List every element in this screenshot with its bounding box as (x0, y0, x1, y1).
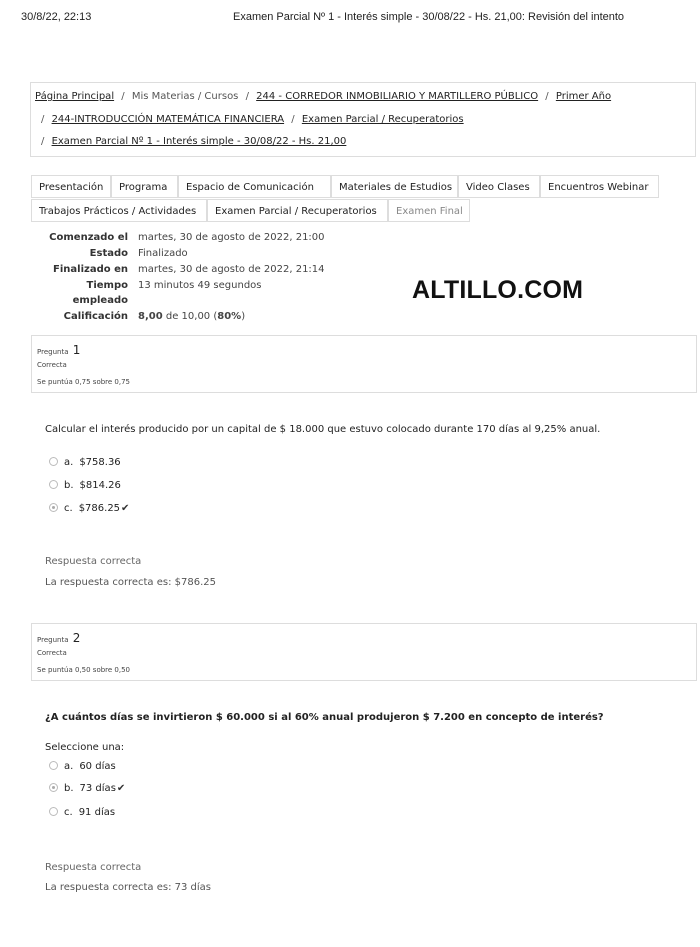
radio-button-checked[interactable] (49, 503, 58, 512)
radio-button[interactable] (49, 761, 58, 770)
question-grade: Se puntúa 0,75 sobre 0,75 (37, 378, 131, 386)
time-value: 13 minutos 49 segundos (138, 280, 262, 291)
answer-option[interactable] (49, 761, 116, 775)
question-info (31, 623, 697, 681)
right-answer-text: La respuesta correcta es: 73 días (45, 882, 212, 893)
tab-materiales-estudios[interactable]: Materiales de Estudios (331, 175, 458, 198)
option-letter: c. (64, 503, 73, 514)
state-value: Finalizado (138, 248, 188, 259)
feedback-text: Respuesta correcta (45, 556, 142, 567)
option-letter: c. (64, 807, 73, 818)
answer-option[interactable] (49, 807, 115, 821)
option-text: 60 días (79, 761, 116, 772)
radio-button[interactable] (49, 457, 58, 466)
grade-percent: 80% (217, 311, 242, 322)
breadcrumb-my-courses: Mis Materias / Cursos (131, 91, 239, 102)
time-label: Tiempo (86, 280, 128, 291)
time-label-2: empleado (72, 295, 128, 306)
answer-option[interactable] (49, 480, 121, 494)
print-header (0, 11, 700, 27)
started-label: Comenzado el (49, 232, 128, 243)
breadcrumb-separator: / (121, 91, 125, 102)
correct-check-icon: ✔ (121, 503, 130, 514)
tab-trabajos-practicos[interactable]: Trabajos Prácticos / Actividades (31, 199, 207, 222)
tab-video-clases[interactable]: Video Clases (458, 175, 540, 198)
radio-button[interactable] (49, 480, 58, 489)
watermark-logo: ALTILLO.COM (412, 276, 584, 304)
grade-label: Calificación (63, 311, 128, 322)
option-text: 91 días (78, 807, 116, 818)
breadcrumb-separator: / (545, 91, 549, 102)
breadcrumb-quiz-link[interactable]: Examen Parcial Nº 1 - Interés simple - 30/08/22 - Hs. 21,00 (51, 136, 347, 147)
option-letter: a. (64, 761, 74, 772)
started-value: martes, 30 de agosto de 2022, 21:00 (138, 232, 325, 243)
tab-presentacion[interactable]: Presentación (31, 175, 111, 198)
option-text: $786.25 (78, 503, 121, 514)
breadcrumb-separator: / (245, 91, 249, 102)
breadcrumb-line-3 (35, 136, 346, 147)
breadcrumb-year-link[interactable]: Primer Año (555, 91, 612, 102)
question-label: Pregunta (37, 348, 69, 356)
finished-value: martes, 30 de agosto de 2022, 21:14 (138, 264, 325, 275)
breadcrumb-line-2 (35, 114, 464, 125)
grade-score: 8,00 (138, 311, 163, 322)
question-text: Calcular el interés producido por un capital de $ 18.000 que estuvo colocado durante 170 días al 9,25% anual. (45, 424, 601, 435)
grade-total: de 10,00 ( (162, 311, 218, 322)
select-one-label: Seleccione una: (45, 742, 125, 753)
option-letter: a. (64, 457, 74, 468)
right-answer-text: La respuesta correcta es: $786.25 (45, 577, 216, 588)
radio-button[interactable] (49, 807, 58, 816)
question-number (37, 343, 80, 357)
option-letter: b. (64, 783, 74, 794)
grade-close: ) (241, 311, 246, 322)
breadcrumb (30, 82, 696, 157)
tab-espacio-comunicacion[interactable]: Espacio de Comunicación (178, 175, 331, 198)
print-date: 30/8/22, 22:13 (21, 11, 92, 23)
option-letter: b. (64, 480, 74, 491)
finished-label: Finalizado en (53, 264, 128, 275)
print-title: Examen Parcial Nº 1 - Interés simple - 30/08/22 - Hs. 21,00: Revisión del intento (233, 11, 625, 23)
grade-value (138, 311, 245, 322)
breadcrumb-section-link[interactable]: Examen Parcial / Recuperatorios (301, 114, 464, 125)
breadcrumb-line-1 (35, 91, 611, 102)
breadcrumb-career-link[interactable]: 244 - CORREDOR INMOBILIARIO Y MARTILLERO PÚBLICO (256, 91, 539, 102)
tab-programa[interactable]: Programa (111, 175, 178, 198)
breadcrumb-separator: / (41, 114, 45, 125)
breadcrumb-course-link[interactable]: 244-INTRODUCCIÓN MATEMÁTICA FINANCIERA (51, 114, 285, 125)
radio-button-checked[interactable] (49, 783, 58, 792)
answer-option-selected[interactable] (49, 503, 129, 517)
question-state: Correcta (37, 361, 67, 369)
option-text: $758.36 (79, 457, 121, 468)
answer-option-selected[interactable] (49, 783, 125, 797)
question-state: Correcta (37, 649, 67, 657)
option-text: 73 días (79, 783, 116, 794)
breadcrumb-separator: / (291, 114, 295, 125)
feedback-text: Respuesta correcta (45, 862, 142, 873)
question-grade: Se puntúa 0,50 sobre 0,50 (37, 666, 131, 674)
breadcrumb-home-link[interactable]: Página Principal (35, 91, 115, 102)
state-label: Estado (89, 248, 128, 259)
breadcrumb-separator: / (41, 136, 45, 147)
question-text: ¿A cuántos días se invirtieron $ 60.000 si al 60% anual produjeron $ 7.200 en concepto de interés? (45, 712, 604, 723)
question-info (31, 335, 697, 393)
correct-check-icon: ✔ (116, 783, 126, 794)
tab-encuentros-webinar[interactable]: Encuentros Webinar (540, 175, 659, 198)
question-label: Pregunta (37, 636, 69, 644)
answer-option[interactable] (49, 457, 121, 471)
question-number-value: 2 (72, 631, 81, 645)
question-number-value: 1 (72, 343, 81, 357)
tab-examen-final: Examen Final (388, 199, 470, 222)
question-number (37, 631, 80, 645)
tab-examen-parcial[interactable]: Examen Parcial / Recuperatorios (207, 199, 388, 222)
option-text: $814.26 (79, 480, 121, 491)
